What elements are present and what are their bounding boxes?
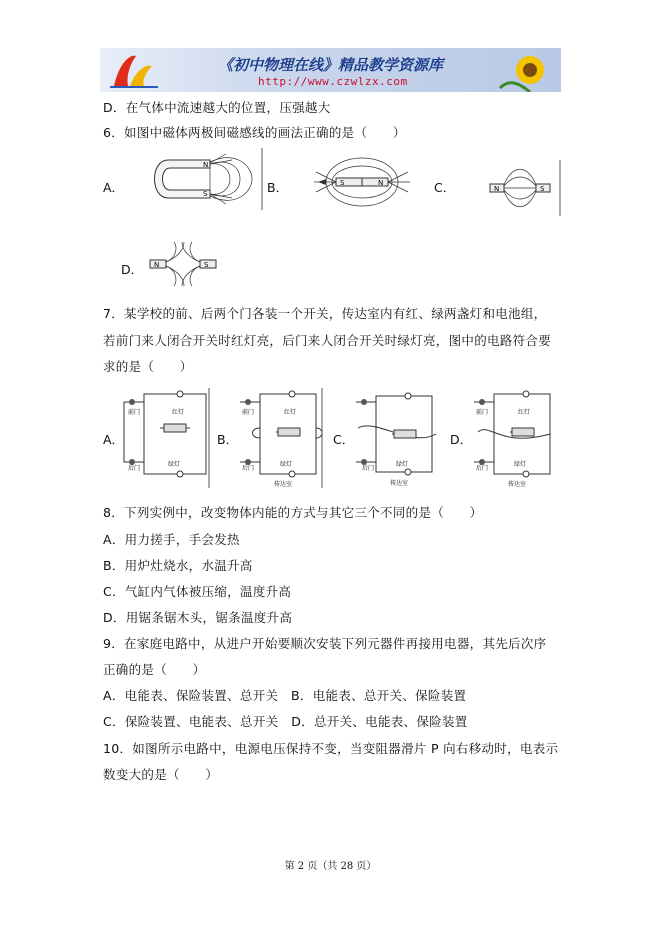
q6-label-a: A． [103,180,125,195]
q7-b-guard-room: 传达室 [274,481,293,488]
q7-stem-2: 若前门来人闭合开关时红灯亮，后门来人闭合开关时绿灯亮，图中的电路符合要 [103,333,552,348]
banner-title: 《初中物理在线》精品教学资源库 [218,56,444,74]
page-footer: 第 2 页（共 28 页） [284,861,377,872]
q7-c-green-lamp: 绿灯 [396,461,409,468]
q8-option-b: B．用炉灶烧水，水温升高 [103,558,253,573]
q7-d-back-door: 后门 [476,465,489,472]
q7-d-guard-room: 传达室 [508,481,527,488]
q7-circuit-a [120,388,210,488]
q8-stem: 8．下列实例中，改变物体内能的方式与其它三个不同的是（ ） [103,505,483,520]
q8-option-a: A．用力搓手，手会发热 [103,532,240,547]
q7-label-d: D． [450,432,473,447]
q7-label-a: A． [103,432,125,447]
header-banner [100,48,561,92]
sunflower-icon [490,48,561,92]
q9-stem-2: 正确的是（ ） [103,662,206,677]
q6-figure-d [140,240,224,288]
q6-label-d: D． [121,262,144,277]
q7-c-back-door: 后门 [362,465,375,472]
q6-figure-b [312,152,412,212]
q7-b-green-lamp: 绿灯 [280,461,293,468]
q6-a-south-label: S [203,190,208,198]
q7-label-c: C． [333,432,355,447]
q6-d-north-label: N [154,261,160,269]
q6-label-c: C． [434,180,456,195]
q6-c-north-label: N [494,185,500,193]
q5-option-d: D．在气体中流速越大的位置，压强越大 [103,100,331,115]
q7-b-red-lamp: 红灯 [284,409,297,416]
q6-b-south-label: S [340,179,345,187]
q7-b-back-door: 后门 [242,465,255,472]
q7-d-red-lamp: 红灯 [518,409,531,416]
q6-a-north-label: N [203,161,209,169]
q6-label-b: B． [267,180,289,195]
q7-a-green-lamp: 绿灯 [168,461,181,468]
q6-figure-a [140,148,264,210]
q6-c-south-label: S [540,185,545,193]
banner-url: http://www.czwlzx.com [258,75,408,88]
q7-circuit-c [352,388,442,488]
q7-a-back-door: 后门 [128,465,141,472]
q9-stem-1: 9．在家庭电路中，从进户开始要顺次安装下列元器件再接用电器，其先后次序 [103,636,547,651]
q8-option-d: D．用锯条锯木头，锯条温度升高 [103,610,293,625]
q10-stem-2: 数变大的是（ ） [103,767,219,782]
q7-a-front-door: 前门 [128,409,141,416]
q7-d-green-lamp: 绿灯 [514,461,527,468]
q6-stem: 6．如图中磁体两极间磁感线的画法正确的是（ ） [103,125,406,140]
q9-options-ab: A．电能表、保险装置、总开关 B．电能表、总开关、保险装置 [103,688,467,703]
q6-figure-c [478,160,562,216]
q6-d-south-label: S [204,261,209,269]
q10-stem-1: 10．如图所示电路中，电源电压保持不变，当变阻器滑片 P 向右移动时，电表示 [103,741,559,756]
q7-circuit-d [470,388,560,488]
q7-d-front-door: 前门 [476,409,489,416]
q7-circuit-b [236,388,326,488]
logo-icon [106,50,166,90]
q7-stem-3: 求的是（ ） [103,359,193,374]
q7-label-b: B． [217,432,239,447]
q7-stem-1: 7．某学校的前、后两个门各装一个开关，传达室内有红、绿两盏灯和电池组， [103,306,547,321]
q7-c-guard-room: 传达室 [390,480,409,487]
q9-options-cd: C．保险装置、电能表、总开关 D．总开关、电能表、保险装置 [103,714,468,729]
q7-a-red-lamp: 红灯 [172,409,185,416]
q8-option-c: C．气缸内气体被压缩，温度升高 [103,584,292,599]
q7-b-front-door: 前门 [242,409,255,416]
q6-b-north-label: N [378,179,384,187]
